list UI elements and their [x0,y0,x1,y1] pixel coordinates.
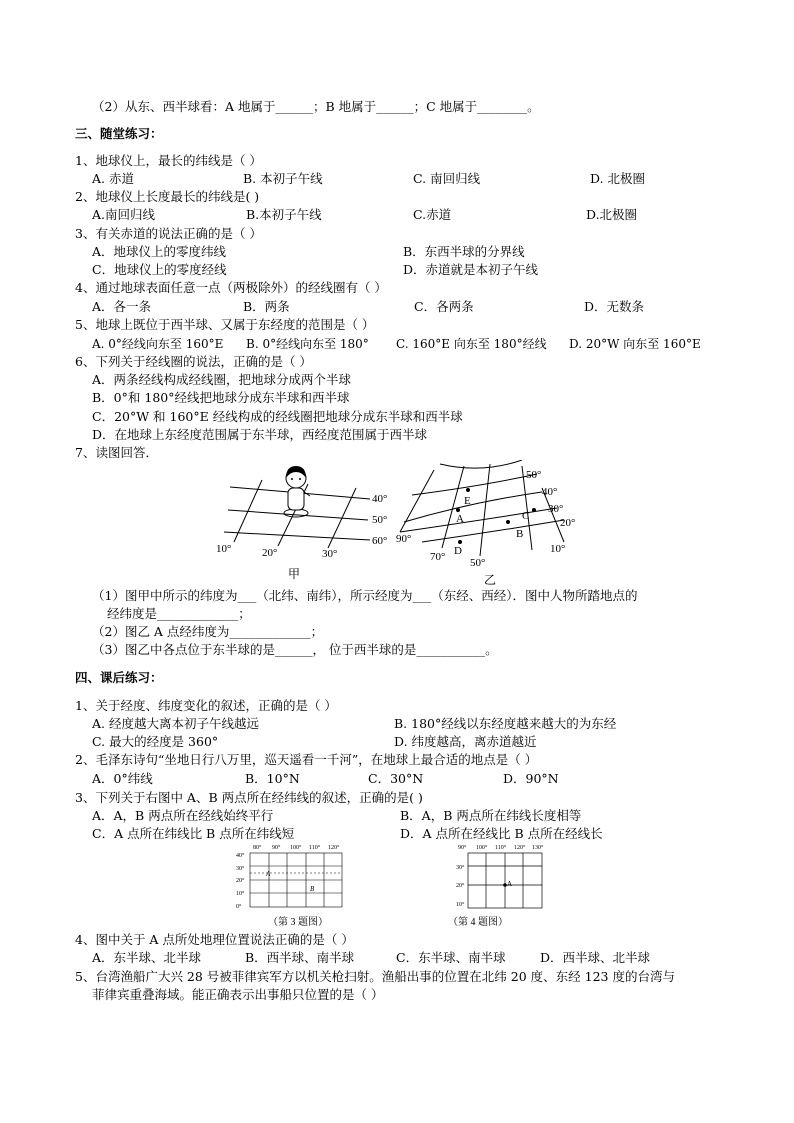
yi-label: 50° [526,469,542,481]
fig3-lat-label: 30° [236,866,245,872]
q3-6-option-a: A．两条经线构成经线圈，把地球分成两个半球 [92,372,352,387]
figure-q3 [236,843,356,927]
jia-lon-label: 10° [216,543,232,555]
q3-4-option-c: C．各两条 [414,299,474,314]
q4-1-option-b: B. 180°经线以东经度越来越大的为东经 [394,716,617,731]
q4-3-option-d: D．A 点所在经线比 B 点所在经线长 [400,826,603,841]
yi-point-label: B [516,528,524,540]
q3-5-option-a: A. 0°经线向东至 160°E [92,337,224,351]
fig4-caption: （第 4 题图） [448,917,508,927]
yi-point-label: C [522,510,530,522]
yi-label: 40° [542,486,558,498]
q3-5-option-d: D. 20°W 向东至 160°E [569,337,701,351]
q3-2-option-a: A.南回归线 [92,207,156,222]
fig4-lon-label: 130° [532,845,544,851]
q3-5-stem: 5、地球上既位于西半球、又属于东经度的范围是（ ） [75,317,375,332]
q3-3-option-b: B．东西半球的分界线 [403,244,525,259]
q3-4-stem: 4、通过地球表面任意一点（两极除外）的经线圈有（ ） [75,280,387,295]
q4-2-option-b: B．10°N [245,771,300,786]
q4-2-stem: 2、毛泽东诗句“坐地日行八万里，巡天遥看一千河”，在地球上最合适的地点是（ ） [75,752,538,767]
jia-lon-label: 20° [262,547,278,559]
fig4-lon-label: 120° [514,845,526,851]
q3-7-stem: 7、读图回答． [75,445,158,460]
jia-lat-label: 50° [372,514,388,526]
q3-7-sub3: （3）图乙中各点位于东半球的是______， 位于西半球的是___________。 [92,642,498,657]
yi-label: 30° [548,503,564,515]
fig3-lon-label: 90° [272,845,281,851]
q3-3-option-a: A．地球仪上的零度纬线 [92,244,227,259]
q4-1-option-a: A. 经度越大离本初子午线越远 [92,716,259,731]
fig3-lon-label: 100° [290,845,302,851]
q4-4-option-b: B．西半球、南半球 [245,950,355,965]
q4-3-option-c: C．A 点所在纬线比 B 点所在纬线短 [92,826,295,841]
q4-4-option-d: D．西半球、北半球 [540,950,651,965]
q3-7-sub1-line2: 经纬度是_____________； [107,606,251,621]
fig4-point-label: A [507,880,513,888]
section2-subquestion-2: （2）从东、西半球看：A 地属于______；B 地属于______；C 地属于________。 [92,99,540,114]
q4-1-option-d: D. 纬度越高，离赤道越近 [394,734,537,749]
q3-5-option-c: C. 160°E 向东至 180°经线 [396,337,547,351]
q3-3-stem: 3、有关赤道的说法正确的是（ ） [75,226,262,241]
q3-6-stem: 6、下列关于经线圈的说法，正确的是（ ） [75,354,312,369]
figure-jia [210,460,400,580]
q4-4-option-c: C．东半球、南半球 [396,950,506,965]
q4-3-option-b: B．A，B 两点所在纬线长度相等 [400,808,582,823]
q4-2-option-c: C．30°N [368,771,424,786]
q4-5-line1: 5、台湾渔船广大兴 28 号被菲律宾军方以机关枪扫射。渔船出事的位置在北纬 20 度、东经 123 度的台湾与 [75,969,675,984]
yi-label: 10° [550,543,566,555]
yi-label: 20° [560,517,576,529]
jia-lat-label: 40° [372,493,388,505]
fig3-lon-label: 80° [253,845,262,851]
section3-heading: 三、随堂练习： [75,126,163,141]
q3-1-option-d: D. 北极圈 [590,171,646,186]
figure-q4 [440,843,560,927]
yi-label: 50° [470,557,486,569]
q3-6-option-c: C．20°W 和 160°E 经线构成的经线圈把地球分成东半球和西半球 [92,409,463,424]
q3-3-option-d: D．赤道就是本初子午线 [403,262,539,277]
q3-5-option-b: B. 0°经线向东至 180° [246,337,369,351]
q3-2-option-d: D.北极圈 [586,207,638,222]
fig3-lat-label: 0° [236,904,242,910]
yi-point-label: E [464,495,471,507]
q3-7-sub1-line1: （1）图甲中所示的纬度为___（北纬、南纬），所示经度为___（东经、西经）．图中人物所踏地点的 [92,588,638,603]
yi-label: 70° [430,551,446,563]
section4-heading: 四、课后练习： [75,670,163,685]
fig4-lon-label: 110° [495,845,507,851]
yi-label: 90° [396,533,412,545]
q4-5-line2: 菲律宾重叠海域。能正确表示出事船只位置的是（ ） [92,987,384,1002]
q3-2-stem: 2、地球仪上长度最长的纬线是( ) [75,189,260,204]
fig3-point-label: B [310,885,315,893]
q3-1-option-a: A. 赤道 [92,171,134,186]
figure-yi [392,460,592,585]
jia-lon-label: 30° [322,548,338,560]
q3-3-option-c: C．地球仪上的零度经线 [92,262,227,277]
q3-4-option-b: B．两条 [243,299,290,314]
yi-caption: 乙 [484,573,497,585]
q4-4-stem: 4、图中关于 A 点所处地理位置说法正确的是（ ） [75,932,354,947]
yi-point-label: D [454,545,462,557]
q4-3-stem: 3、下列关于右图中 A、B 两点所在经纬线的叙述，正确的是( ) [75,790,423,805]
jia-caption: 甲 [288,567,301,580]
q3-2-option-c: C.赤道 [413,207,452,222]
fig3-lon-label: 120° [328,845,340,851]
q3-7-sub2: （2）图乙 A 点经纬度为_____________； [92,624,324,639]
fig4-lon-label: 90° [458,845,467,851]
fig4-lat-label: 30° [456,865,465,871]
q3-1-stem: 1、地球仪上，最长的纬线是（ ） [75,153,262,168]
jia-lat-label: 60° [372,535,388,547]
q3-2-option-b: B.本初子午线 [246,207,322,222]
q3-1-option-c: C. 南回归线 [413,171,481,186]
fig4-lat-label: 10° [456,902,465,908]
fig4-lat-label: 20° [456,883,465,889]
q3-6-option-b: B．0°和 180°经线把地球分成东半球和西半球 [92,390,350,405]
q3-4-option-d: D．无数条 [584,299,645,314]
q4-4-option-a: A．东半球、北半球 [92,950,202,965]
q3-1-option-b: B. 本初子午线 [243,171,323,186]
yi-point-label: A [456,513,464,525]
q4-1-option-c: C. 最大的经度是 360° [92,734,219,749]
q4-2-option-d: D．90°N [503,771,559,786]
fig3-lat-label: 20° [236,878,245,884]
fig3-lat-label: 40° [236,853,245,859]
q4-2-option-a: A．0°纬线 [92,771,153,786]
fig3-point-label: A [266,870,271,878]
person-figure-icon [284,466,310,517]
fig4-lon-label: 100° [476,845,488,851]
q3-4-option-a: A．各一条 [92,299,152,314]
q4-3-option-a: A．A，B 两点所在经线始终平行 [92,808,274,823]
fig3-caption: （第 3 题图） [268,917,328,927]
fig3-lon-label: 110° [309,845,321,851]
q4-1-stem: 1、关于经度、纬度变化的叙述，正确的是（ ） [75,698,337,713]
q3-6-option-d: D．在地球上东经度范围属于东半球，西经度范围属于西半球 [92,427,428,442]
fig3-lat-label: 10° [236,891,245,897]
